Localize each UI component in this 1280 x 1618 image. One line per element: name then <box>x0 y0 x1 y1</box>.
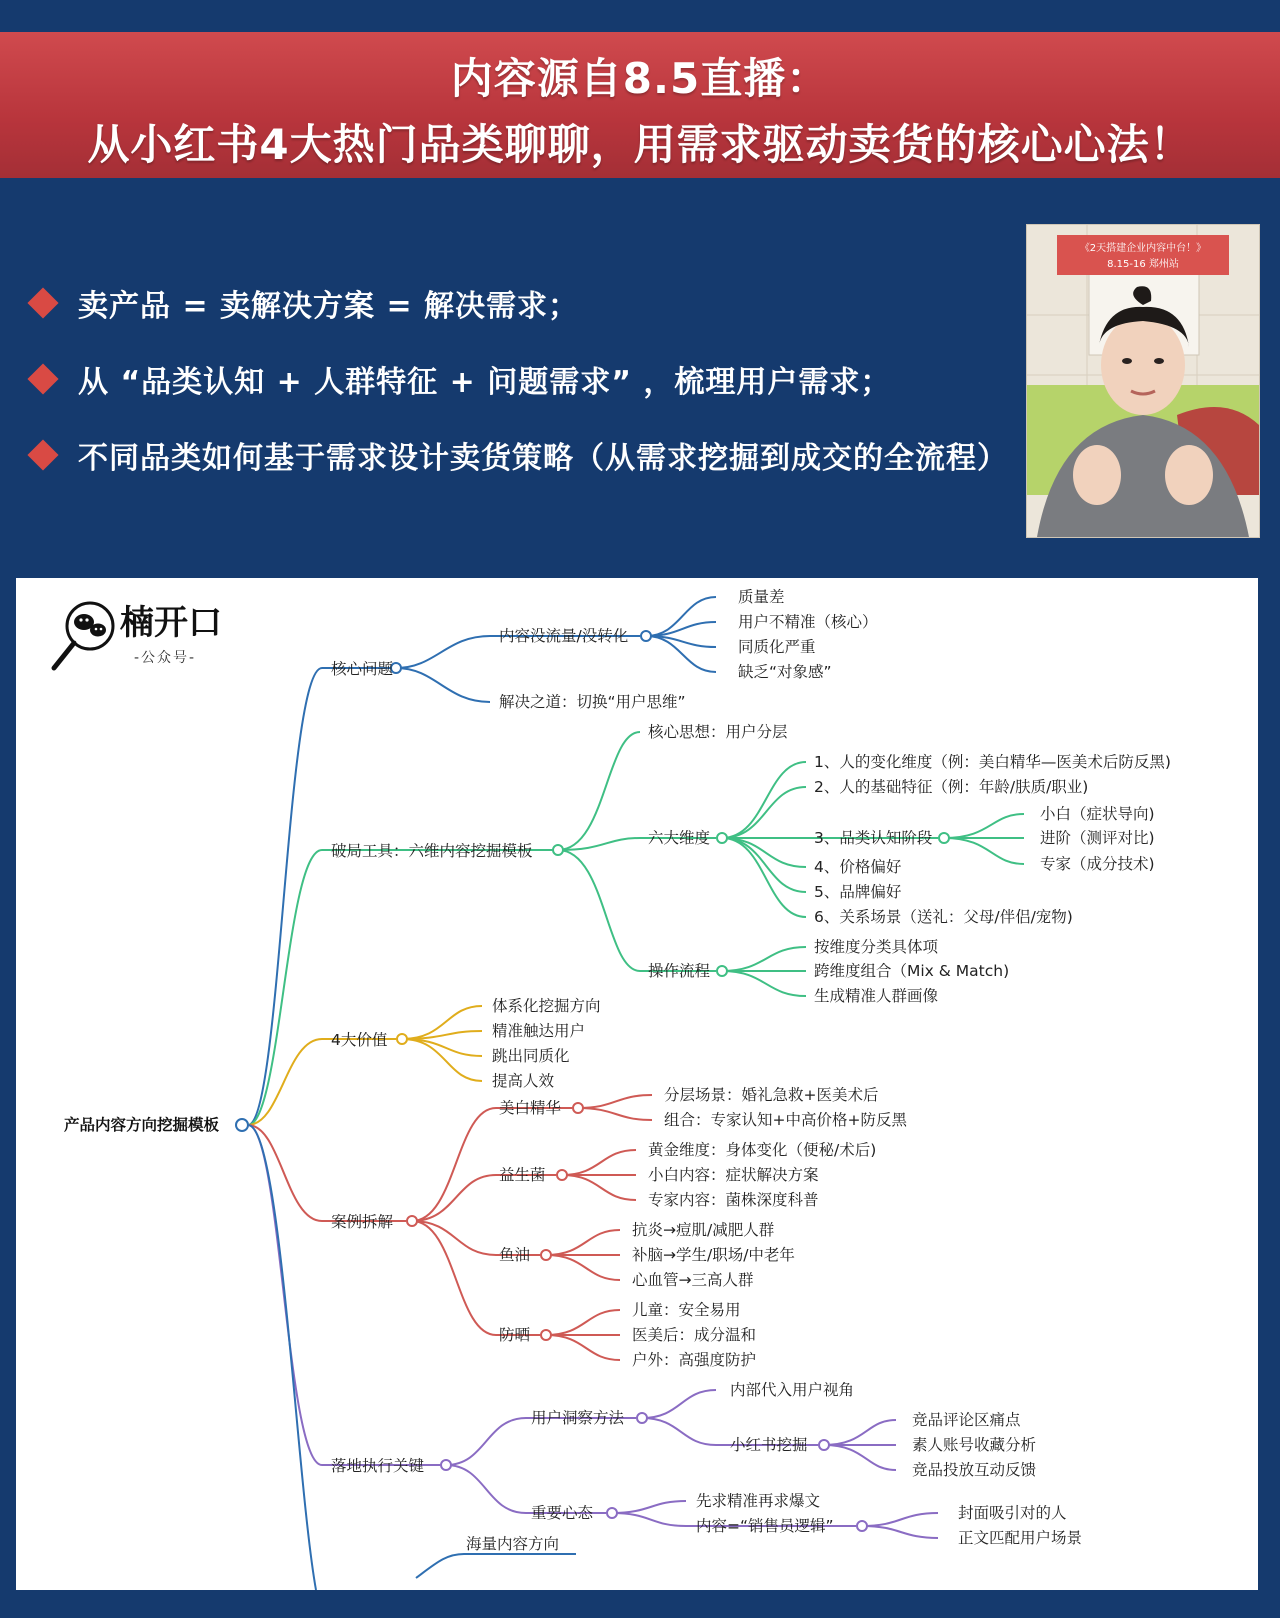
node-cases: 案例拆解 <box>331 1213 394 1231</box>
node-core-problem: 核心问题 <box>331 660 394 678</box>
leaf-node: 缺乏“对象感” <box>738 663 832 681</box>
leaf-node: 素人账号收藏分析 <box>912 1436 1037 1454</box>
node-probiotics: 益生菌 <box>499 1166 546 1184</box>
leaf-node: 封面吸引对的人 <box>958 1504 1067 1522</box>
logo-subtitle: -公众号- <box>134 650 197 666</box>
leaf-node: 1、人的变化维度（例：美白精华—医美术后防反黑) <box>814 753 1171 771</box>
presenter-photo <box>1026 224 1260 538</box>
leaf-node: 先求精准再求爆文 <box>696 1492 821 1510</box>
sign-line-2: 8.15-16 郑州站 <box>1107 259 1179 270</box>
leaf-node: 抗炎→痘肌/减肥人群 <box>632 1221 775 1239</box>
node-execution: 落地执行关键 <box>331 1457 425 1475</box>
leaf-node: 提高人效 <box>492 1072 555 1090</box>
leaf-node: 小白内容：症状解决方案 <box>648 1166 819 1184</box>
root-node: 产品内容方向挖掘模板 <box>64 1116 220 1134</box>
node-core-idea: 核心思想：用户分层 <box>648 723 788 741</box>
node-breakthrough: 破局工具：六维内容挖掘模板 <box>331 842 533 860</box>
leaf-node: 组合：专家认知+中高价格+防反黑 <box>664 1111 907 1129</box>
diamond-bullet-icon <box>27 287 58 318</box>
leaf-node: 体系化挖掘方向 <box>492 997 601 1015</box>
bullet-item <box>22 357 891 401</box>
bullet-text: 卖产品 = 卖解决方案 = 解决需求； <box>78 289 580 324</box>
node-whitening: 美白精华 <box>499 1099 562 1117</box>
leaf-node: 正文匹配用户场景 <box>958 1529 1083 1547</box>
bullet-text: 从 “品类认知 + 人群特征 + 问题需求” ，梳理用户需求； <box>78 365 892 400</box>
logo-name: 楠开口 <box>120 603 222 643</box>
leaf-node: 竞品投放互动反馈 <box>912 1461 1037 1479</box>
node-solution: 解决之道：切换“用户思维” <box>499 693 686 711</box>
leaf-node: 同质化严重 <box>738 638 816 656</box>
leaf-node: 小白（症状导向) <box>1040 805 1155 823</box>
node-insight: 用户洞察方法 <box>531 1409 625 1427</box>
node-category-stage: 3、品类认知阶段 <box>814 829 933 847</box>
leaf-node: 专家内容：菌株深度科普 <box>648 1191 819 1209</box>
bullet-item <box>22 433 1008 477</box>
leaf-node: 跳出同质化 <box>492 1047 570 1065</box>
leaf-node: 进阶（测评对比) <box>1040 829 1155 847</box>
title-line-1: 内容源自8.5直播： <box>450 54 830 103</box>
leaf-node: 专家（成分技术) <box>1040 855 1155 873</box>
node-fish-oil: 鱼油 <box>499 1246 531 1264</box>
node-content-logic: 内容=“销售员逻辑” <box>696 1517 834 1535</box>
presenter-illustration <box>1027 225 1259 537</box>
title-banner <box>0 32 1280 178</box>
logo <box>54 603 222 668</box>
node-no-traffic: 内容没流量/没转化 <box>499 627 629 645</box>
leaf-node: 心血管→三高人群 <box>632 1271 754 1289</box>
bullet-item <box>22 281 579 325</box>
title-line-2: 从小红书4大热门品类聊聊，用需求驱动卖货的核心心法！ <box>87 120 1193 169</box>
leaf-node: 5、品牌偏好 <box>814 883 902 901</box>
leaf-node: 用户不精准（核心） <box>738 613 878 631</box>
leaf-node: 4、价格偏好 <box>814 858 902 876</box>
leaf-node: 跨维度组合（Mix & Match) <box>814 962 1010 980</box>
leaf-node: 分层场景：婚礼急救+医美术后 <box>664 1086 879 1104</box>
leaf-node: 儿童：安全易用 <box>632 1301 741 1319</box>
leaf-node: 生成精准人群画像 <box>814 987 939 1005</box>
leaf-node: 户外：高强度防护 <box>632 1351 757 1369</box>
leaf-node: 2、人的基础特征（例：年龄/肤质/职业) <box>814 778 1089 796</box>
bullet-text: 不同品类如何基于需求设计卖货策略（从需求挖掘到成交的全流程） <box>78 441 1008 476</box>
node-process: 操作流程 <box>648 962 711 980</box>
sign-line-1: 《2天搭建企业内容中台！》 <box>1079 243 1207 254</box>
diamond-bullet-icon <box>27 439 58 470</box>
node-values: 4大价值 <box>331 1031 388 1049</box>
leaf-node: 按维度分类具体项 <box>814 938 939 956</box>
leaf-node: 医美后：成分温和 <box>632 1326 757 1344</box>
node-xhs: 小红书挖掘 <box>730 1436 808 1454</box>
leaf-node: 质量差 <box>738 588 785 606</box>
leaf-node: 6、关系场景（送礼：父母/伴侣/宠物) <box>814 908 1073 926</box>
node-six-dims: 六大维度 <box>648 829 711 847</box>
node-massive: 海量内容方向 <box>466 1535 560 1553</box>
leaf-node: 竞品评论区痛点 <box>912 1411 1021 1429</box>
mindmap-panel <box>16 578 1258 1590</box>
leaf-node: 精准触达用户 <box>492 1022 586 1040</box>
diamond-bullet-icon <box>27 363 58 394</box>
node-sunscreen: 防晒 <box>499 1326 531 1344</box>
leaf-node: 补脑→学生/职场/中老年 <box>632 1246 795 1264</box>
leaf-node: 黄金维度：身体变化（便秘/术后) <box>648 1141 877 1159</box>
node-mindset: 重要心态 <box>531 1504 594 1522</box>
mindmap-diagram <box>16 578 1258 1590</box>
leaf-node: 内部代入用户视角 <box>730 1381 855 1399</box>
